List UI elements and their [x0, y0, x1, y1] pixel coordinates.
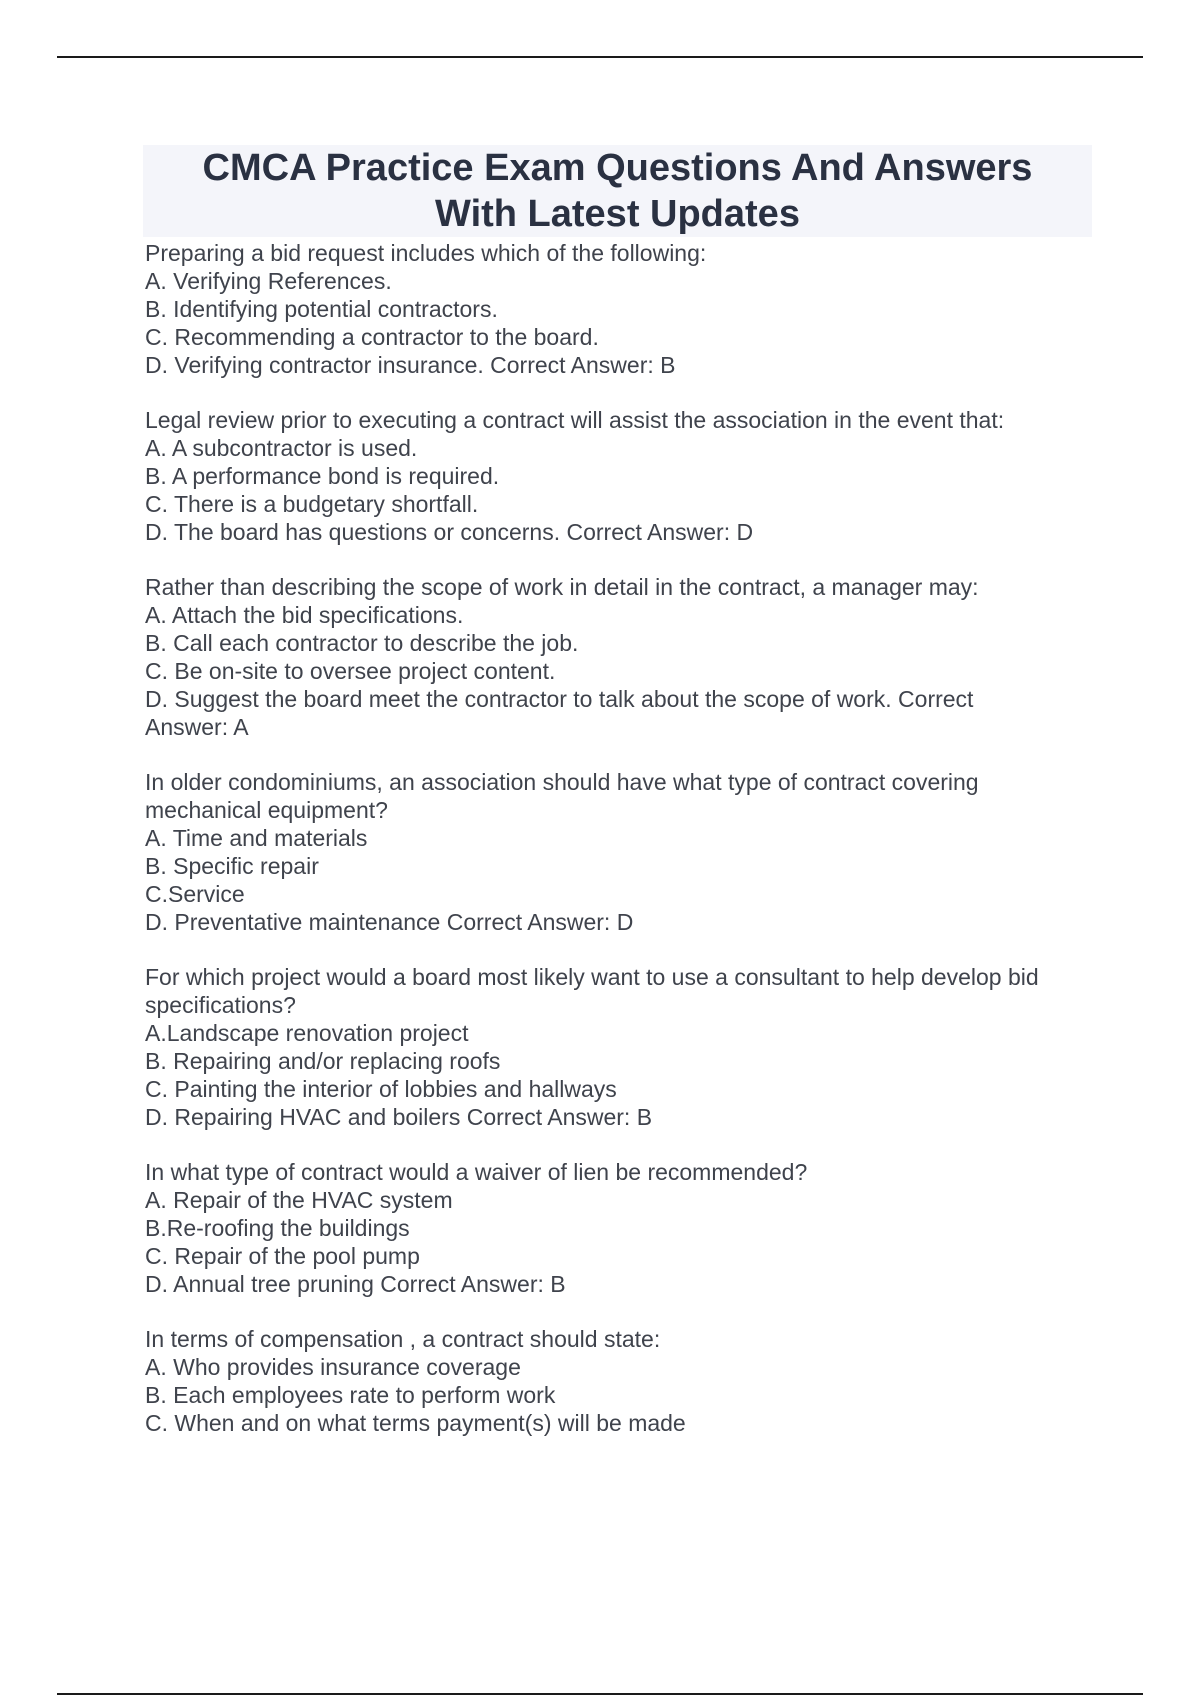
question-text: In what type of contract would a waiver of lien be recommended? — [145, 1159, 808, 1185]
answer-option: B. Identifying potential contractors. — [145, 296, 498, 322]
header-rule — [57, 56, 1143, 58]
answer-option: C. Repair of the pool pump — [145, 1243, 420, 1269]
question-text: Legal review prior to executing a contract will assist the association in the event that: — [145, 407, 1005, 433]
answer-option: B.Re-roofing the buildings — [145, 1215, 410, 1241]
answer-option: A. Who provides insurance coverage — [145, 1354, 521, 1380]
question-text: Rather than describing the scope of work in detail in the contract, a manager may: — [145, 574, 979, 600]
answer-option: B. A performance bond is required. — [145, 463, 500, 489]
answer-option: B. Repairing and/or replacing roofs — [145, 1048, 501, 1074]
answer-option: Answer: A — [145, 714, 249, 740]
title-line-1: CMCA Practice Exam Questions And Answers — [202, 147, 1033, 189]
question-block — [145, 1158, 1095, 1298]
answer-option: C. There is a budgetary shortfall. — [145, 491, 479, 517]
question-text: In older condominiums, an association should have what type of contract covering — [145, 769, 979, 795]
answer-option: D. Annual tree pruning Correct Answer: B — [145, 1271, 566, 1297]
question-text: In terms of compensation , a contract should state: — [145, 1326, 661, 1352]
answer-option: C.Service — [145, 881, 245, 907]
answer-option: B. Specific repair — [145, 853, 319, 879]
answer-option: A. Time and materials — [145, 825, 368, 851]
answer-option: C. Recommending a contractor to the board. — [145, 324, 599, 350]
question-block — [145, 1325, 1095, 1437]
question-block — [145, 573, 1095, 741]
answer-option: D. Repairing HVAC and boilers Correct Answer: B — [145, 1104, 653, 1130]
answer-option: C. Painting the interior of lobbies and hallways — [145, 1076, 617, 1102]
answer-option: D. Verifying contractor insurance. Correct Answer: B — [145, 352, 676, 378]
question-block — [145, 963, 1095, 1131]
answer-option: specifications? — [145, 992, 296, 1018]
question-text: For which project would a board most likely want to use a consultant to help develop bid — [145, 964, 1039, 990]
answer-option: A.Landscape renovation project — [145, 1020, 469, 1046]
answer-option: C. Be on-site to oversee project content. — [145, 658, 556, 684]
answer-option: B. Call each contractor to describe the job. — [145, 630, 579, 656]
answer-option: D. The board has questions or concerns. Correct Answer: D — [145, 519, 754, 545]
answer-option: B. Each employees rate to perform work — [145, 1382, 556, 1408]
answer-option: D. Preventative maintenance Correct Answer: D — [145, 909, 634, 935]
answer-option: mechanical equipment? — [145, 797, 388, 823]
answer-option: A. A subcontractor is used. — [145, 435, 418, 461]
footer-rule — [57, 1693, 1143, 1695]
answer-option: A. Verifying References. — [145, 268, 392, 294]
answer-option: C. When and on what terms payment(s) will be made — [145, 1410, 686, 1436]
answer-option: D. Suggest the board meet the contractor to talk about the scope of work. Correct — [145, 686, 974, 712]
questions-list — [145, 239, 1095, 1464]
question-text: Preparing a bid request includes which of the following: — [145, 240, 707, 266]
question-block — [145, 239, 1095, 379]
title-line-2: With Latest Updates — [435, 193, 800, 235]
answer-option: A. Repair of the HVAC system — [145, 1187, 453, 1213]
answer-option: A. Attach the bid specifications. — [145, 602, 464, 628]
document-title — [143, 145, 1092, 237]
question-block — [145, 406, 1095, 546]
question-block — [145, 768, 1095, 936]
